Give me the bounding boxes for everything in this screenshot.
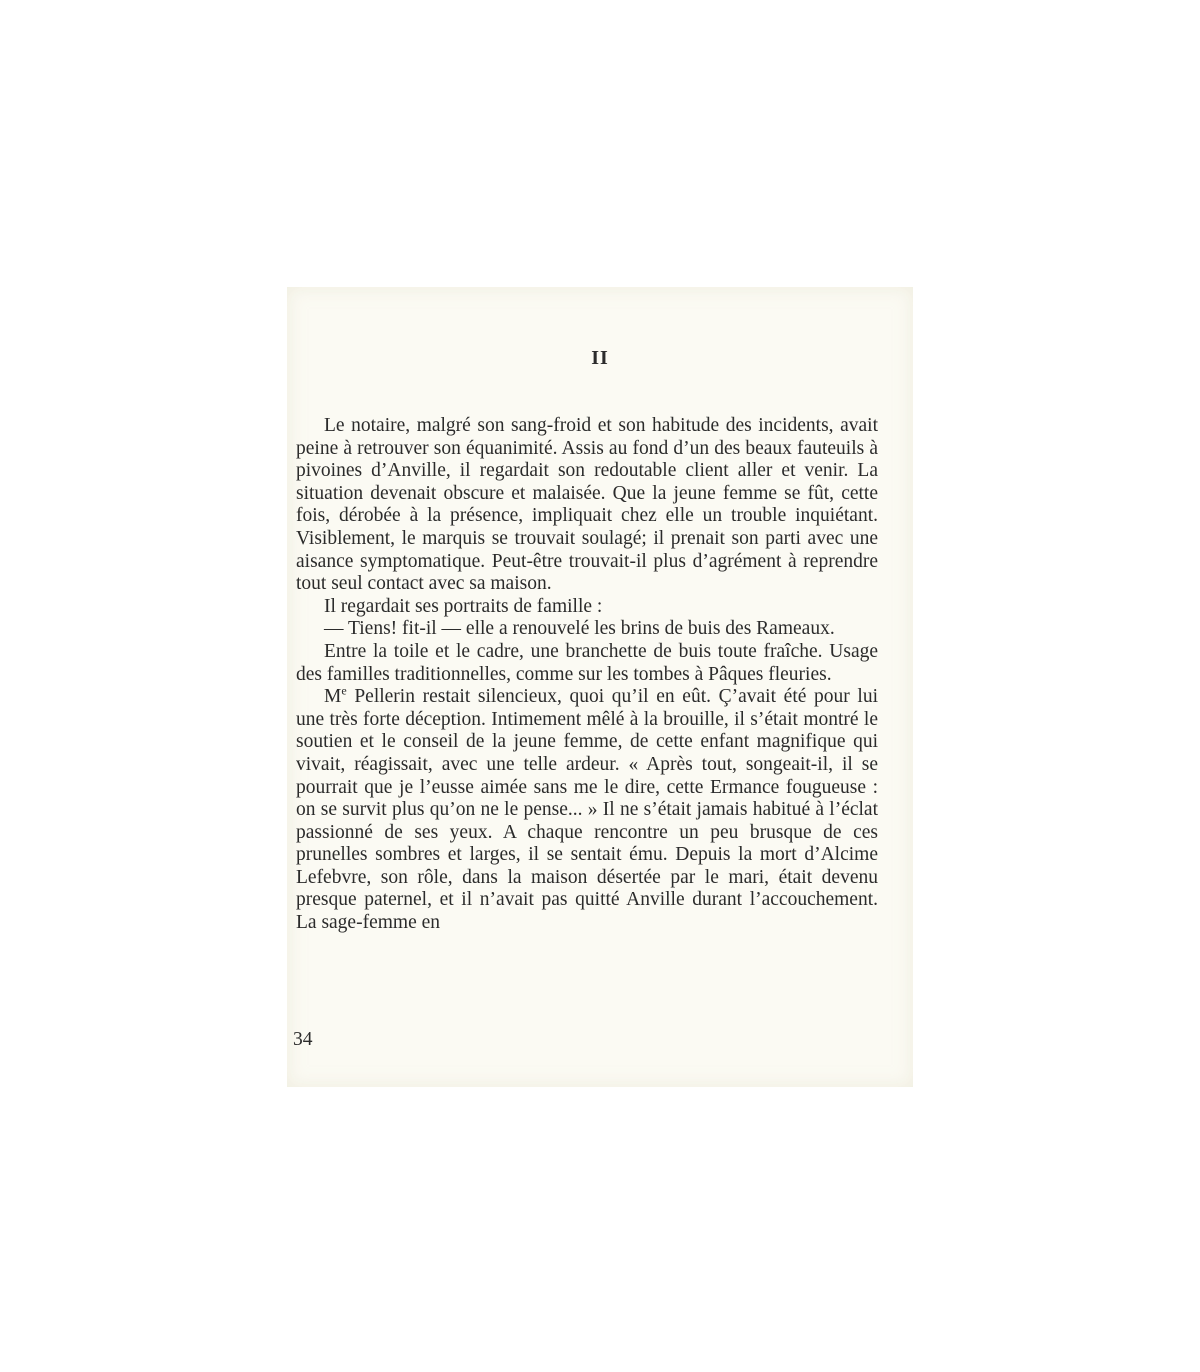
paragraph: Il regardait ses portraits de famille : (324, 595, 603, 617)
book-page (287, 287, 913, 1087)
chapter-heading: II (591, 347, 609, 369)
paragraph-text: Pellerin restait silencieux, quoi qu’il en eût. Ç’avait été pour lui une très forte déception. Intimement mêlé à la brouille, il s’était montré le soutien et le conseil de la jeune femme, de cette enfant magnifique qui vivait, réagissait, avec une telle ardeur. « Après tout, songeait-il, il se pourrait que je l’eusse aimée sans me le dire, cette Ermance fougueuse : on se survit plus qu’on ne le pense... » Il ne s’était jamais habitué à l’éclat passionné de ses yeux. A chaque rencontre un peu brusque de ces prunelles sombres et larges, il se sentait ému. Depuis la mort d’Alcime Lefebvre, son rôle, dans la maison désertée par le mari, était devenu presque paternel, et il n’avait pas quitté Anville durant l’accouchement. La sage-femme en (296, 686, 878, 934)
paragraph: — Tiens! fit-il — elle a renouvelé les brins de buis des Rameaux. (324, 618, 835, 640)
body-text (296, 415, 878, 935)
page-number: 34 (293, 1029, 313, 1050)
paragraph (296, 683, 878, 935)
paragraph: Le notaire, malgré son sang-froid et son habitude des incidents, avait peine à retrouver son équanimité. Assis au fond d’un des beaux fauteuils à pivoines d’Anville, il regardait son redoutable client aller et venir. La situation devenait obscure et malaisée. Que la jeune femme se fût, cette fois, dérobée à la présence, impliquait chez elle un trouble inquiétant. Visiblement, le marquis se trouvait soulagé; il prenait son parti avec une aisance symptomatique. Peut-être trouvait-il plus d’agrément à reprendre tout seul contact avec sa maison. (296, 415, 878, 595)
title-superscript: e (341, 683, 347, 698)
paragraph: Entre la toile et le cadre, une branchette de buis toute fraîche. Usage des familles traditionnelles, comme sur les tombes à Pâques fleuries. (296, 640, 878, 685)
title-abbreviation: M (324, 686, 342, 708)
